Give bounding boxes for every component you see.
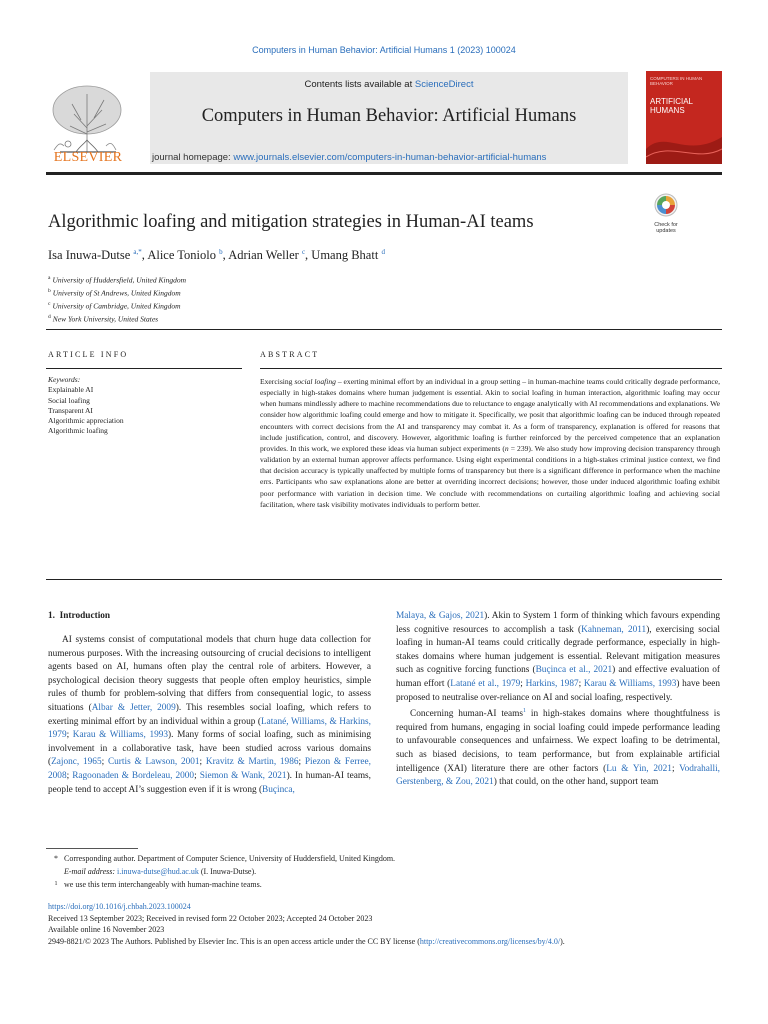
publication-info <box>48 901 738 947</box>
contents-prefix: Contents lists available at <box>304 79 415 90</box>
paragraph-text: ), exercising social loafing in human-AI teams could critically degrade performance, especially in high-stakes domains where human judgement is essential. Relevant mitigation measures such as cognitive forcing functions ( <box>396 624 720 676</box>
paragraph-text: ) and effective evaluation of human effort ( <box>396 665 721 689</box>
updates-label <box>650 222 682 234</box>
paragraph-text: ). In human-AI teams, people tend to accept AI’s suggestion even if it is wrong ( <box>48 770 371 795</box>
paragraph-text: ) have been proposed to neutralise over-reliance on AI and social loafing, respectively. <box>396 678 720 703</box>
sciencedirect-link[interactable]: ScienceDirect <box>414 79 474 90</box>
article-title: Algorithmic loafing and mitigation strategies in Human-AI teams <box>48 212 534 232</box>
citation-link[interactable]: Albar & Jetter, 2009 <box>91 702 176 713</box>
author-affiliation-mark[interactable]: c <box>301 248 306 256</box>
paragraph-text: ; <box>66 730 73 741</box>
paragraph-text: Concerning human-AI teams <box>410 709 524 720</box>
license-suffix: ). <box>560 936 565 946</box>
paragraph-text: ; <box>520 678 526 689</box>
author-affiliation-mark[interactable]: d <box>381 248 385 256</box>
license-line <box>48 936 738 948</box>
citation-link[interactable]: Malaya, & Gajos, 2021 <box>396 611 485 621</box>
keyword-item: Algorithmic appreciation <box>48 416 124 426</box>
affiliations <box>48 273 186 325</box>
paragraph-text: AI systems consist of computational models that churn huge data collection for numerous purposes. With the increasing outsourcing of crucial decisions to intelligent agents based on AI, humans often play the central role of arbiters. However, a psychological decision theory suggests that people often employ heuristics, simple rules of thumb for problem-solving that differs from consequential logic, to assess situations ( <box>48 635 371 713</box>
footnote-email <box>48 865 728 878</box>
abstract-sample-symbol: n <box>504 443 509 453</box>
affiliation-mark: c <box>48 301 51 308</box>
citation-link[interactable]: Buçinca, <box>262 784 295 795</box>
keywords-block <box>48 375 124 437</box>
check-for-updates-icon <box>653 193 679 217</box>
affiliation-item <box>48 312 186 325</box>
affiliation-item <box>48 286 186 299</box>
abstract-text <box>260 376 720 510</box>
keyword-item: Explainable AI <box>48 385 94 395</box>
citation-link[interactable]: Piezon & Ferree, 2008 <box>48 757 371 781</box>
journal-reference[interactable]: Computers in Human Behavior: Artificial Humans 1 (2023) 100024 <box>252 45 516 55</box>
citation-link[interactable]: Karau & Williams, 1993 <box>583 678 677 689</box>
paragraph-text: ). Many forms of social loafing, such as minimising involvement in a collaborative task, have been studied across various domains ( <box>48 730 371 768</box>
author-name[interactable]: Umang Bhatt <box>311 248 379 263</box>
keyword-item: Algorithmic loafing <box>48 426 108 436</box>
affiliation-text: University of Cambridge, United Kingdom <box>52 301 181 311</box>
citation-link[interactable]: Curtis & Lawson, 2001 <box>107 757 200 768</box>
footnote-ref[interactable]: 1 <box>523 708 527 715</box>
abstract-rule <box>260 368 722 369</box>
intro-paragraph <box>48 634 371 797</box>
paragraph-text: ; <box>298 757 305 768</box>
footnote-star: * <box>54 854 58 863</box>
paragraph-text: ; <box>194 770 200 781</box>
intro-right-column <box>396 610 720 790</box>
citation-link[interactable]: Vodrahalli, Gerstenberg, & Zou, 2021 <box>396 763 720 788</box>
footnote-rule <box>46 848 138 849</box>
contents-availability <box>150 79 628 90</box>
citation-link[interactable]: Siemon & Wank, 2021 <box>199 770 287 781</box>
author-name[interactable]: Alice Toniolo <box>147 248 216 263</box>
affiliation-text: New York University, United States <box>52 314 159 324</box>
intro-paragraph <box>396 610 720 705</box>
cover-title-line-1: ARTIFICIAL <box>650 97 693 106</box>
abstract-bottom-rule <box>46 579 722 580</box>
affiliation-text: University of Huddersfield, United Kingdom <box>52 275 186 285</box>
paragraph-text: ). This resembles social loafing, which refers to exerting minimal effort by an individual within a group ( <box>48 702 371 727</box>
citation-link[interactable]: Kahneman, 2011 <box>581 624 647 635</box>
received-dates: Received 13 September 2023; Received in revised form 22 October 2023; Accepted 24 October 2023 <box>48 913 373 923</box>
homepage-link[interactable]: www.journals.elsevier.com/computers-in-human-behavior-artificial-humans <box>233 152 547 163</box>
email-label: E-mail address: <box>64 867 116 876</box>
journal-homepage <box>152 152 628 163</box>
abstract-segment: – exerting minimal effort by an individual in a group setting – in human-machine teams could critically degrade performance, especially in high-stakes domains where human judgement is essential. Akin to social loafing in human interaction, algorithmic loafing may occur when humans mindlessly adhere to machine recommendations due to reluctance to engage analytically with AI recommendations and explanations. We consider how algorithmic loafing could emerge and how to mitigate it. Specifically, we posit that algorithmic loafing can be induced through repeated encounters with correct decisions from the AI and transparency may combat it. As a form of transparency, explanation is offered for reasons that include justification, control, and discovery. However, algorithmic loafing is further reinforced by the perceived competence that an explanation provides. In this work, we explored these ideas via human subject experiments ( <box>260 377 721 453</box>
keywords-label: Keywords: <box>48 375 81 384</box>
check-for-updates-badge[interactable] <box>650 193 682 233</box>
paragraph-text: ) that could, on the other hand, support team <box>493 777 659 788</box>
license-link[interactable]: http://creativecommons.org/licenses/by/4.0/ <box>419 936 561 946</box>
citation-link[interactable]: Harkins, 1987 <box>525 678 579 689</box>
citation-link[interactable]: Ragoonaden & Bordeleau, 2000 <box>72 770 195 781</box>
citation-link[interactable]: Buçinca et al., 2021 <box>535 665 613 676</box>
paragraph-text: ; <box>578 678 584 689</box>
cover-title <box>650 97 718 115</box>
doi-link[interactable]: https://doi.org/10.1016/j.chbah.2023.100024 <box>48 902 191 911</box>
paragraph-text: ; <box>199 757 206 768</box>
paragraph-text: ; <box>66 770 73 781</box>
email-link[interactable]: i.inuwa-dutse@hud.ac.uk <box>117 867 199 876</box>
footnote-text: we use this term interchangeably with human-machine teams. <box>64 880 262 889</box>
affiliation-mark: b <box>48 288 51 295</box>
license-text: 2949-8821/© 2023 The Authors. Published by Elsevier Inc. This is an open access article under the CC BY license ( <box>48 936 420 946</box>
email-owner: (I. Inuwa-Dutse). <box>200 867 257 876</box>
cover-artwork <box>646 119 722 164</box>
citation-link[interactable]: Lu & Yin, 2021 <box>606 763 672 774</box>
footnote-1 <box>48 878 728 891</box>
paragraph-text: ). Akin to System 1 form of thinking which favours expending less cognitive resources to accomplish a task ( <box>396 611 721 635</box>
cover-small-text: COMPUTERS IN HUMAN BEHAVIOR <box>650 76 703 86</box>
author-affiliation-mark[interactable]: a,* <box>133 248 142 256</box>
footnotes <box>48 852 728 891</box>
paragraph-text: ; <box>101 757 108 768</box>
keyword-item: Social loafing <box>48 395 90 405</box>
intro-left-column <box>48 634 371 797</box>
author-name[interactable]: Adrian Weller <box>228 248 299 263</box>
abstract-emphasis: social loafing <box>294 377 336 386</box>
section-title: Introduction <box>59 611 111 621</box>
journal-title: Computers in Human Behavior: Artificial Humans <box>201 106 577 126</box>
footnote-mark: 1 <box>54 881 58 887</box>
updates-label-line-1: Check for <box>654 222 678 228</box>
abstract-segment: = 239). We also study how improving decision transparency through validation by an external human approver affects performance. Using eight experimental conditions in a high-stakes criminal justice context, we find that decision accuracy is typically unaffected by multiple forms of transparency but there is a significant difference in performance when the machine errs. Participants who saw explanations alone are better at overriding incorrect decisions; however, those under induced algorithmic loafing exhibit poor performance with variation in decision time. We conclude with recommendations on curtailing algorithmic loafing and achieving social facilitation, where task visibility motivates individuals to perform better. <box>260 443 720 509</box>
header-rule <box>46 329 722 330</box>
section-heading-introduction <box>48 611 110 621</box>
affiliation-text: University of St Andrews, United Kingdom <box>52 288 181 298</box>
intro-paragraph <box>396 705 720 790</box>
corresponding-author-text: Corresponding author. Department of Computer Science, University of Huddersfield, United Kingdom. <box>64 854 396 863</box>
section-number: 1. <box>48 611 55 621</box>
available-online: Available online 16 November 2023 <box>48 925 165 934</box>
masthead-rule <box>46 172 722 175</box>
affiliation-mark: d <box>48 314 51 321</box>
keyword-item: Transparent AI <box>48 405 93 415</box>
affiliation-item <box>48 273 186 286</box>
abstract-heading: ABSTRACT <box>260 350 320 359</box>
citation-link[interactable]: Latané et al., 1979 <box>450 678 521 689</box>
paragraph-text: ; <box>671 763 680 774</box>
publisher-name: ELSEVIER <box>53 150 123 165</box>
cover-title-line-2: HUMANS <box>650 106 685 115</box>
author-affiliation-mark[interactable]: b <box>219 248 223 256</box>
citation-link[interactable]: Karau & Williams, 1993 <box>72 730 169 741</box>
author-list: Isa Inuwa-Dutse $^{a,*}$, Alice Toniolo $^b$, Adrian Weller $^c$, Umang Bhatt $^d$ <box>48 248 385 263</box>
journal-cover-thumbnail[interactable] <box>646 71 722 164</box>
affiliation-item <box>48 299 186 312</box>
homepage-label: journal homepage: <box>152 152 234 163</box>
affiliation-mark: a <box>48 275 51 281</box>
updates-label-line-2: updates <box>656 228 676 234</box>
paragraph-text: in high-stakes domains where thoughtfulness is required from humans, engaging in social loafing could impede performance leading to unfavourable consequences and unfairness. We expect loafing to be detrimental, such as biased decisions, to team performance, but from explainable artificial intelligence (XAI) literature there are other factors ( <box>396 709 720 774</box>
article-info-heading: ARTICLE INFO <box>48 350 129 359</box>
footnote-corresponding <box>48 852 728 865</box>
article-info-rule <box>46 368 242 369</box>
citation-link[interactable]: Kravitz & Martin, 1986 <box>205 757 299 768</box>
author-name[interactable]: Isa Inuwa-Dutse <box>48 248 131 263</box>
citation-link[interactable]: Zajonc, 1965 <box>51 757 102 768</box>
abstract-segment: Exercising <box>260 377 295 386</box>
citation-link[interactable]: Latané, Williams, & Harkins, 1979 <box>48 716 371 741</box>
